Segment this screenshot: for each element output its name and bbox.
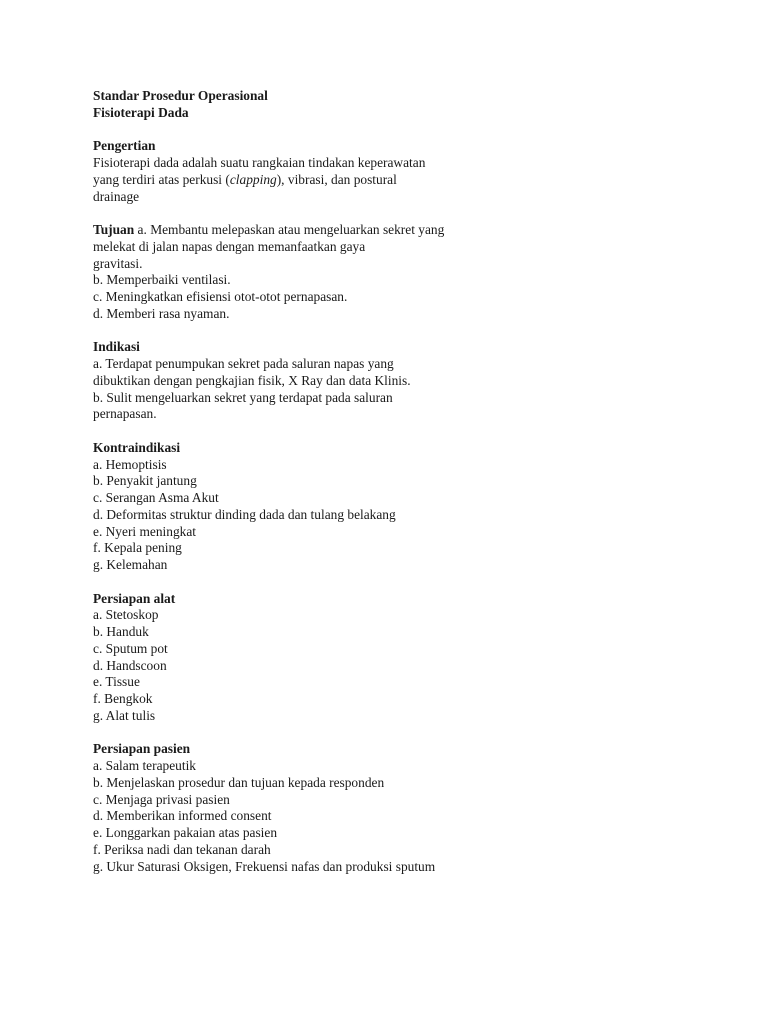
section-heading-tujuan: Tujuan [93,222,135,237]
tujuan-line: b. Memperbaiki ventilasi. [93,272,231,288]
persiapan-alat-item: d. Handscoon [93,657,167,673]
persiapan-alat-item: b. Handuk [93,624,149,639]
pengertian-line: drainage [93,188,140,204]
persiapan-alat-item: f. Bengkok [93,691,153,706]
tujuan-text: a. Membantu melepaskan atau mengeluarkan sekret yang [134,222,445,237]
indikasi-line: a. Terdapat penumpukan sekret pada saluran napas yang [93,356,394,371]
persiapan-alat-item: e. Tissue [93,674,140,690]
pengertian-line: Fisioterapi dada adalah suatu rangkaian tindakan keperawatan [93,155,426,170]
tujuan-line: gravitasi. [93,255,143,271]
kontraindikasi-item: e. Nyeri meningkat [93,523,196,539]
tujuan-line: c. Meningkatkan efisiensi otot-otot pernapasan. [93,289,348,304]
section-heading-persiapan-pasien: Persiapan pasien [93,741,191,757]
pengertian-text: ), vibrasi, dan postural [276,171,397,187]
persiapan-pasien-item: a. Salam terapeutik [93,758,196,773]
spacer [93,323,523,340]
section-heading-persiapan-alat: Persiapan alat [93,590,176,606]
spacer [93,725,523,742]
kontraindikasi-item: f. Kepala pening [93,540,182,556]
persiapan-alat-item: c. Sputum pot [93,640,168,656]
pengertian-italic-term: clapping [229,171,277,187]
spacer [93,205,523,222]
pengertian-text: yang terdiri atas perkusi ( [93,171,230,187]
persiapan-pasien-item: c. Menjaga privasi pasien [93,791,230,807]
spacer [93,423,523,440]
indikasi-line: dibuktikan dengan pengkajian fisik, X Ray dan data Klinis. [93,372,411,388]
spacer [93,122,523,139]
indikasi-line: pernapasan. [93,406,157,422]
tujuan-line [93,222,523,239]
kontraindikasi-item: b. Penyakit jantung [93,473,197,489]
document-subtitle: Fisioterapi Dada [93,104,189,120]
pengertian-line [93,172,523,189]
spacer [93,574,523,591]
section-heading-indikasi: Indikasi [93,339,140,355]
persiapan-alat-item: a. Stetoskop [93,607,159,623]
document-title: Standar Prosedur Operasional [93,88,268,103]
persiapan-pasien-item: g. Ukur Saturasi Oksigen, Frekuensi nafas dan produksi sputum [93,858,436,874]
persiapan-pasien-item: b. Menjelaskan prosedur dan tujuan kepada responden [93,774,385,790]
kontraindikasi-item: g. Kelemahan [93,557,168,572]
tujuan-line: d. Memberi rasa nyaman. [93,305,230,321]
document-body [93,88,523,875]
kontraindikasi-item: c. Serangan Asma Akut [93,490,219,505]
kontraindikasi-item: a. Hemoptisis [93,456,167,472]
tujuan-line: melekat di jalan napas dengan memanfaatkan gaya [93,238,366,254]
kontraindikasi-item: d. Deformitas struktur dinding dada dan tulang belakang [93,506,396,522]
persiapan-alat-item: g. Alat tulis [93,707,156,723]
section-heading-pengertian: Pengertian [93,138,156,154]
persiapan-pasien-item: f. Periksa nadi dan tekanan darah [93,841,271,857]
persiapan-pasien-item: e. Longgarkan pakaian atas pasien [93,825,278,840]
section-heading-kontraindikasi: Kontraindikasi [93,439,181,455]
persiapan-pasien-item: d. Memberikan informed consent [93,808,272,824]
indikasi-line: b. Sulit mengeluarkan sekret yang terdapat pada saluran [93,389,393,405]
